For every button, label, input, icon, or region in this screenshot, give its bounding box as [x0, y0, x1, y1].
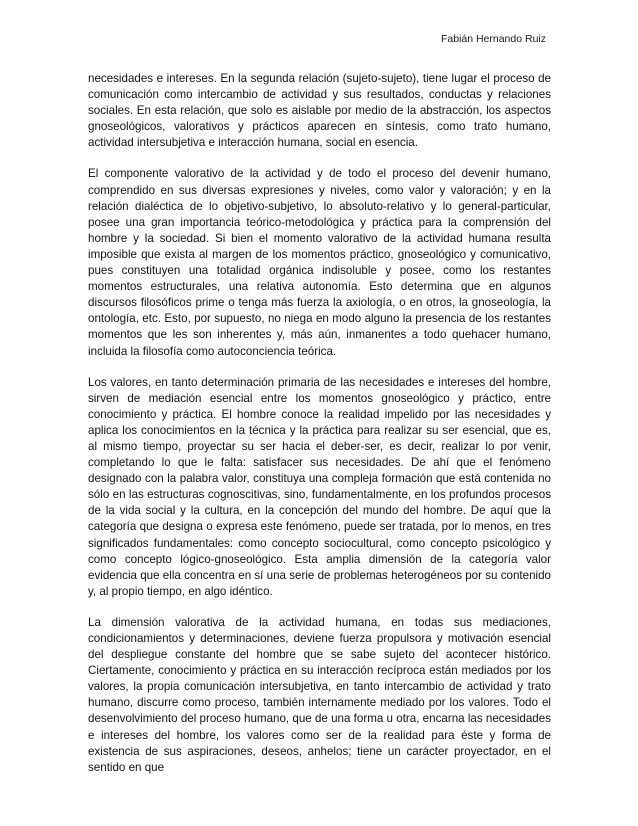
body-text [88, 71, 551, 791]
paragraph-4: La dimensión valorativa de la actividad humana, en todas sus mediaciones, condicionamientos y determinaciones, deviene fuerza propulsora y motivación esencial del despliegue constante del hombre que se sabe sujeto del acontecer histórico. Ciertamente, conocimiento y práctica en su interacción recíproca están mediados por los valores, la propia comunicación intersubjetiva, en tanto intercambio de actividad y trato humano, discurre como proceso, también internamente mediado por los valores. Todo el desenvolvimiento del proceso humano, que de una forma u otra, encarna las necesidades e intereses del hombre, los valores como ser de la realidad para éste y forma de existencia de sus aspiraciones, deseos, anhelos; tiene un carácter proyectador, en el sentido en que [88, 615, 551, 774]
running-header-author: Fabián Hernando Ruiz [440, 33, 546, 45]
paragraph-1: necesidades e intereses. En la segunda relación (sujeto-sujeto), tiene lugar el proceso de comunicación como intercambio de actividad y sus resultados, conductas y relaciones sociales. En esta relación, que solo es aislable por medio de la abstracción, los aspectos gnoseológicos, valorativos y prácticos aparecen en síntesis, como trato humano, actividad intersubjetiva e interacción humana, social en esencia. [88, 72, 551, 150]
paragraph-3: Los valores, en tanto determinación primaria de las necesidades e intereses del hombre, sirven de mediación esencial entre los momentos gnoseológico y práctico, entre conocimiento y práctica. El hombre conoce la realidad impelido por las necesidades y aplica los conocimientos en la técnica y la práctica para realizar su ser esencial, que es, al mismo tiempo, proyectar su ser hacia el deber-ser, es decir, realizar lo por venir, completando lo que le falta: satisfacer sus necesidades. De ahí que el fenómeno designado con la palabra valor, constituya una compleja formación que está contenida no sólo en las estructuras cognoscitivas, sino, fundamentalmente, en los profundos procesos de la vida social y la cultura, en la concepción del mundo del hombre. De aquí que la categoría que designa o expresa este fenómeno, puede ser tratada, por lo menos, en tres significados fundamentales: como concepto sociocultural, como concepto psicológico y como concepto lógico-gnoseológico. Esta amplia dimensión de la categoría valor evidencia que ella concentra en sí una serie de problemas heterogéneos por su contenido y, al propio tiempo, en algo idéntico. [88, 375, 551, 598]
paragraph-2: El componente valorativo de la actividad y de todo el proceso del devenir humano, comprendido en sus diversas expresiones y niveles, como valor y valoración; y en la relación dialéctica de lo objetivo-subjetivo, lo absoluto-relativo y lo general-particular, posee una gran importancia teórico-metodológica y práctica para la comprensión del hombre y la sociedad. Si bien el momento valorativo de la actividad humana resulta imposible que exista al margen de los momentos práctico, gnoseológico y comunicativo, pues constituyen una totalidad orgánica indisoluble y posee, como los restantes momentos estructurales, una relativa autonomía. Esto determina que en algunos discursos filosóficos prime o tenga más fuerza la axiología, o en otros, la gnoseología, la ontología, etc. Esto, por supuesto, no niega en modo alguno la presencia de los restantes momentos que les son inherentes y, más aún, inmanentes a todo quehacer humano, incluida la filosofía como autoconciencia teórica. [88, 167, 551, 358]
